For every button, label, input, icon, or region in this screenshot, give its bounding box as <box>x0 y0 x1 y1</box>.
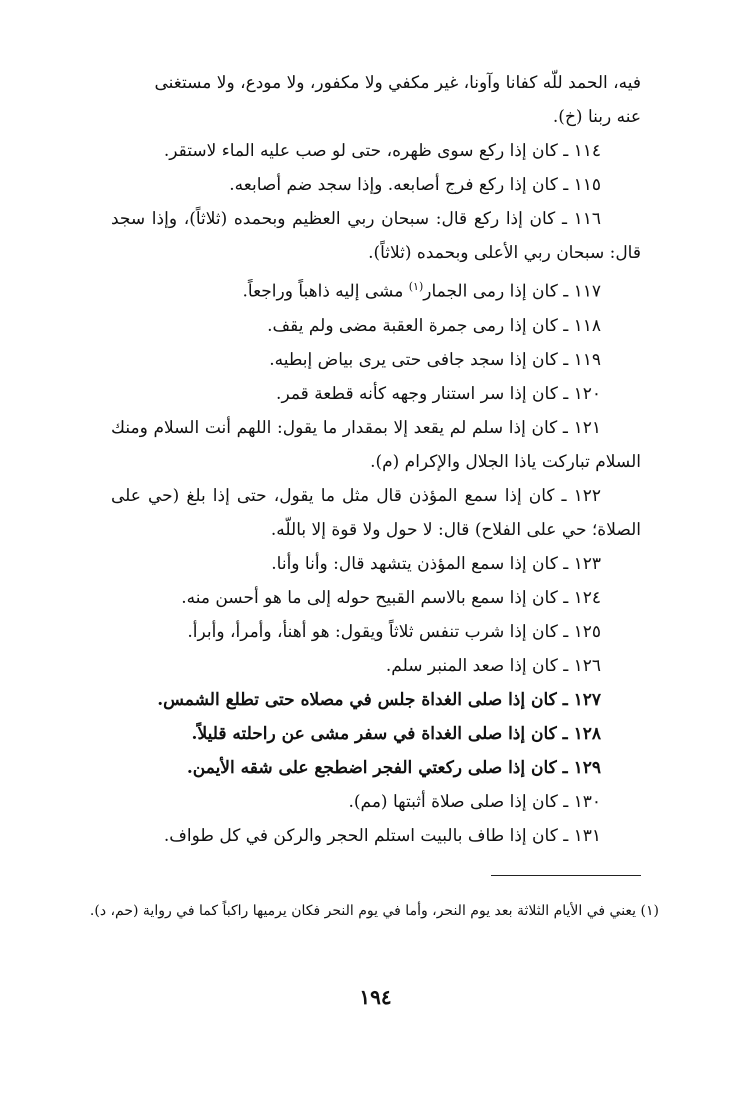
page-number: ١٩٤ <box>359 985 392 1009</box>
hadith-121: ١٢١ ـ كان إذا سلم لم يقعد إلا بمقدار ما يقول: اللهم أنت السلام ومنك السلام تباركت ياذا الجلال والإكرام (م). <box>111 417 641 472</box>
hadith-117-text-after: مشى إليه ذاهباً وراجعاً. <box>242 281 409 302</box>
hadith-115: ١١٥ ـ كان إذا ركع فرج أصابعه. وإذا سجد ضم أصابعه. <box>229 175 601 195</box>
hadith-122: ١٢٢ ـ كان إذا سمع المؤذن قال مثل ما يقول، حتى إذا بلغ (حي على الصلاة؛ حي على الفلاح) قال: لا حول ولا قوة إلا باللّه. <box>111 485 641 540</box>
hadith-119: ١١٩ ـ كان إذا سجد جافى حتى يرى بياض إبطيه. <box>269 349 601 370</box>
intro-line-2: عنه ربنا (خ). <box>552 107 641 127</box>
hadith-126: ١٢٦ ـ كان إذا صعد المنبر سلم. <box>385 655 601 676</box>
hadith-128: ١٢٨ ـ كان إذا صلى الغداة في سفر مشى عن راحلته قليلاً. <box>191 723 601 744</box>
intro-line-1: فيه، الحمد للّه كفانا وآونا، غير مكفي ولا مكفور، ولا مودع، ولا مستغنى <box>154 73 641 93</box>
hadith-129: ١٢٩ ـ كان إذا صلى ركعتي الفجر اضطجع على شقه الأيمن. <box>186 757 601 778</box>
hadith-125: ١٢٥ ـ كان إذا شرب تنفس ثلاثاً ويقول: هو أهنأ، وأمرأ، وأبرأ. <box>187 621 601 642</box>
hadith-127: ١٢٧ ـ كان إذا صلى الغداة جلس في مصلاه حتى تطلع الشمس. <box>157 689 601 710</box>
hadith-117-text: ١١٧ ـ كان إذا رمى الجمار <box>423 281 601 302</box>
hadith-114: ١١٤ ـ كان إذا ركع سوى ظهره، حتى لو صب عليه الماء لاستقر. <box>163 141 601 161</box>
hadith-116: ١١٦ ـ كان إذا ركع قال: سبحان ربي العظيم وبحمده (ثلاثاً)، وإذا سجد قال: سبحان ربي الأعلى وبحمده (ثلاثاً). <box>111 209 641 263</box>
hadith-130: ١٣٠ ـ كان إذا صلى صلاة أثبتها (مم). <box>348 791 601 812</box>
hadith-124: ١٢٤ ـ كان إذا سمع بالاسم القبيح حوله إلى ما هو أحسن منه. <box>181 587 601 608</box>
hadith-120: ١٢٠ ـ كان إذا سر استنار وجهه كأنه قطعة قمر. <box>276 383 601 404</box>
footnote <box>81 895 659 927</box>
footnote-text: (١) يعني في الأيام الثلاثة بعد يوم النحر، وأما في يوم النحر فكان يرميها راكباً كما في رواية (حم، د). <box>89 903 659 919</box>
main-text <box>111 66 641 853</box>
hadith-131: ١٣١ ـ كان إذا طاف بالبيت استلم الحجر والركن في كل طواف. <box>163 825 601 846</box>
hadith-117 <box>111 270 641 309</box>
hadith-118: ١١٨ ـ كان إذا رمى جمرة العقبة مضى ولم يقف. <box>267 315 601 336</box>
hadith-123: ١٢٣ ـ كان إذا سمع المؤذن يتشهد قال: وأنا وأنا. <box>271 553 601 574</box>
footnote-ref[interactable]: (١) <box>408 280 424 293</box>
footnote-divider <box>491 875 641 876</box>
